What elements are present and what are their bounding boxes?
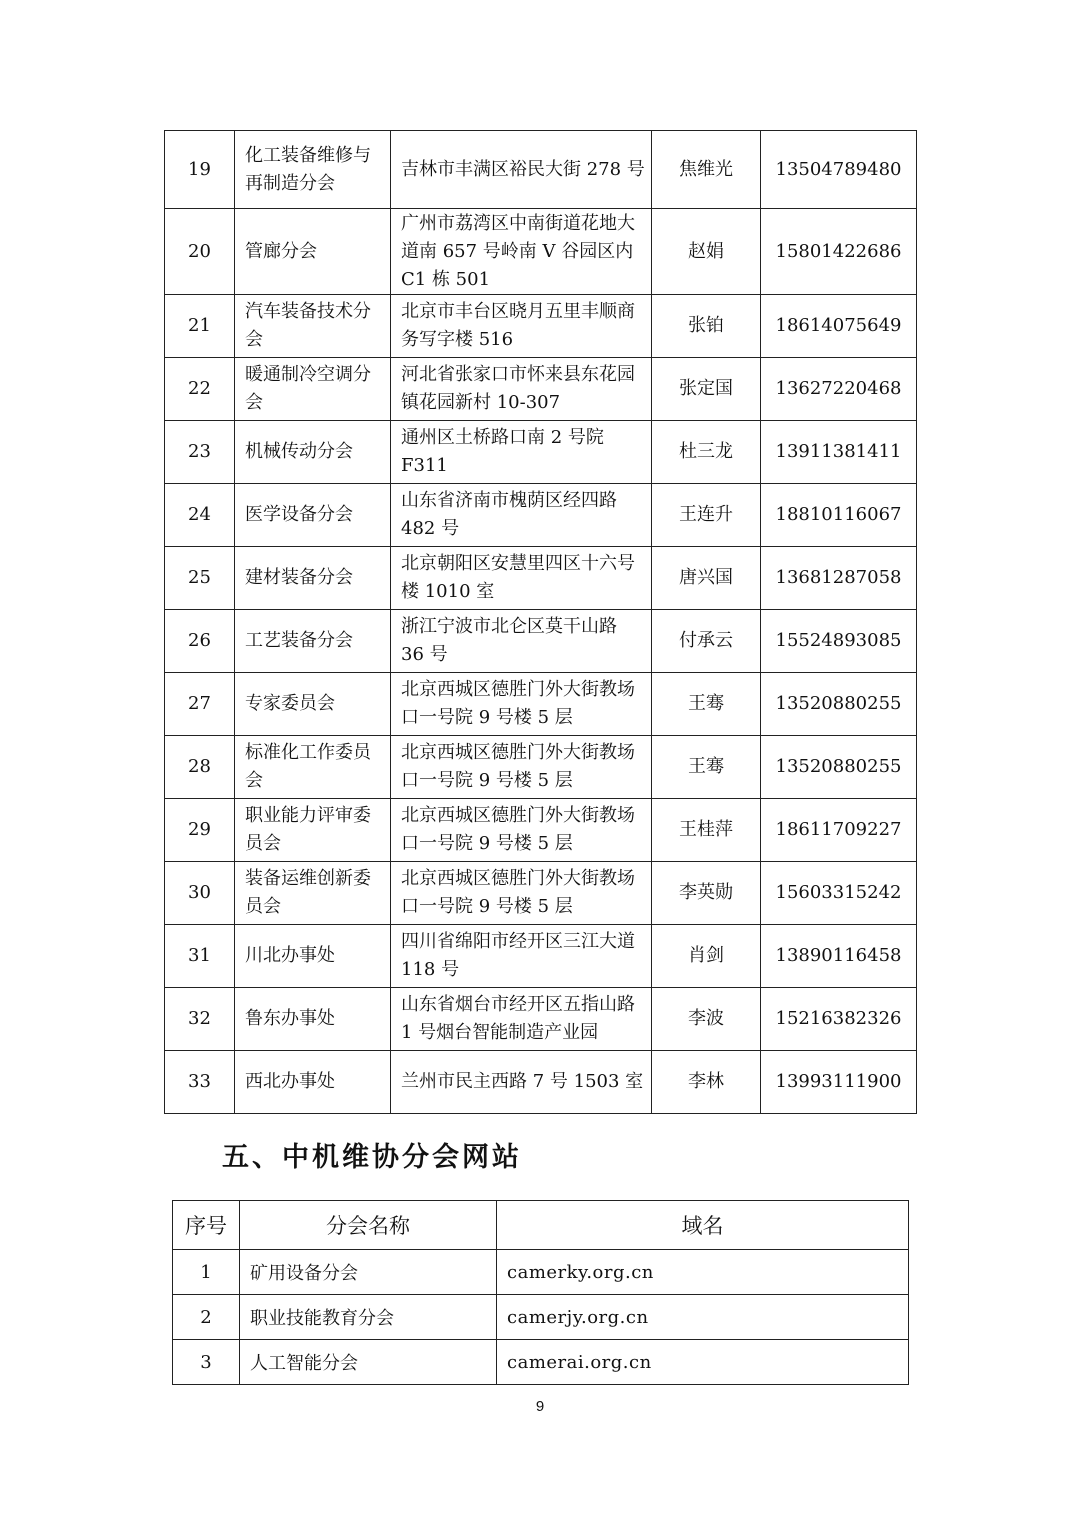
branch-name: 川北办事处 bbox=[235, 925, 391, 988]
contact-person: 李林 bbox=[652, 1051, 761, 1114]
branch-name: 管廊分会 bbox=[235, 209, 391, 295]
table-row bbox=[165, 862, 917, 925]
contact-phone: 13681287058 bbox=[761, 547, 917, 610]
table-row bbox=[165, 484, 917, 547]
branch-name: 职业技能教育分会 bbox=[240, 1295, 497, 1340]
table-row bbox=[173, 1340, 909, 1385]
table-row bbox=[173, 1295, 909, 1340]
header-branch-name: 分会名称 bbox=[240, 1201, 497, 1250]
row-number: 20 bbox=[165, 209, 235, 295]
table-header-row bbox=[173, 1201, 909, 1250]
row-number: 21 bbox=[165, 295, 235, 358]
header-domain: 域名 bbox=[497, 1201, 909, 1250]
websites-table bbox=[172, 1200, 909, 1385]
contact-phone: 13504789480 bbox=[761, 131, 917, 209]
branch-address: 北京西城区德胜门外大街教场口一号院 9 号楼 5 层 bbox=[391, 673, 652, 736]
row-number: 27 bbox=[165, 673, 235, 736]
contact-phone: 15524893085 bbox=[761, 610, 917, 673]
contact-person: 唐兴国 bbox=[652, 547, 761, 610]
contact-person: 王骞 bbox=[652, 673, 761, 736]
branch-name: 机械传动分会 bbox=[235, 421, 391, 484]
domain-name: camerky.org.cn bbox=[497, 1250, 909, 1295]
contact-phone: 13627220468 bbox=[761, 358, 917, 421]
branch-name: 人工智能分会 bbox=[240, 1340, 497, 1385]
table-row bbox=[165, 421, 917, 484]
table-row bbox=[165, 610, 917, 673]
contact-person: 张定国 bbox=[652, 358, 761, 421]
table-row bbox=[165, 295, 917, 358]
row-number: 1 bbox=[173, 1250, 240, 1295]
branch-name: 建材装备分会 bbox=[235, 547, 391, 610]
branch-address: 浙江宁波市北仑区莫干山路 36 号 bbox=[391, 610, 652, 673]
table-row bbox=[165, 209, 917, 295]
row-number: 26 bbox=[165, 610, 235, 673]
branch-name: 专家委员会 bbox=[235, 673, 391, 736]
table-row bbox=[165, 799, 917, 862]
header-number: 序号 bbox=[173, 1201, 240, 1250]
domain-name: camerai.org.cn bbox=[497, 1340, 909, 1385]
contact-person: 王桂萍 bbox=[652, 799, 761, 862]
branch-address: 兰州市民主西路 7 号 1503 室 bbox=[391, 1051, 652, 1114]
branch-name: 装备运维创新委员会 bbox=[235, 862, 391, 925]
contact-phone: 18611709227 bbox=[761, 799, 917, 862]
branch-address: 北京朝阳区安慧里四区十六号楼 1010 室 bbox=[391, 547, 652, 610]
row-number: 3 bbox=[173, 1340, 240, 1385]
branch-name: 职业能力评审委员会 bbox=[235, 799, 391, 862]
branch-name: 暖通制冷空调分会 bbox=[235, 358, 391, 421]
contact-phone: 13520880255 bbox=[761, 736, 917, 799]
contact-person: 王连升 bbox=[652, 484, 761, 547]
contact-phone: 15801422686 bbox=[761, 209, 917, 295]
branch-address: 通州区土桥路口南 2 号院 F311 bbox=[391, 421, 652, 484]
branch-address: 北京市丰台区晓月五里丰顺商务写字楼 516 bbox=[391, 295, 652, 358]
table-row bbox=[165, 673, 917, 736]
contact-person: 焦维光 bbox=[652, 131, 761, 209]
contact-person: 李波 bbox=[652, 988, 761, 1051]
domain-name: camerjy.org.cn bbox=[497, 1295, 909, 1340]
row-number: 33 bbox=[165, 1051, 235, 1114]
branch-name: 化工装备维修与再制造分会 bbox=[235, 131, 391, 209]
row-number: 23 bbox=[165, 421, 235, 484]
contact-person: 肖剑 bbox=[652, 925, 761, 988]
row-number: 25 bbox=[165, 547, 235, 610]
contact-person: 付承云 bbox=[652, 610, 761, 673]
branch-name: 标准化工作委员会 bbox=[235, 736, 391, 799]
branch-name: 西北办事处 bbox=[235, 1051, 391, 1114]
branch-name: 工艺装备分会 bbox=[235, 610, 391, 673]
branch-address: 北京西城区德胜门外大街教场口一号院 9 号楼 5 层 bbox=[391, 799, 652, 862]
row-number: 31 bbox=[165, 925, 235, 988]
branch-name: 医学设备分会 bbox=[235, 484, 391, 547]
table-row bbox=[165, 1051, 917, 1114]
contact-phone: 18810116067 bbox=[761, 484, 917, 547]
table-row bbox=[165, 547, 917, 610]
branch-address: 北京西城区德胜门外大街教场口一号院 9 号楼 5 层 bbox=[391, 736, 652, 799]
row-number: 29 bbox=[165, 799, 235, 862]
page-number: 9 bbox=[535, 1398, 545, 1415]
row-number: 2 bbox=[173, 1295, 240, 1340]
contact-person: 李英勋 bbox=[652, 862, 761, 925]
row-number: 30 bbox=[165, 862, 235, 925]
table-row bbox=[165, 988, 917, 1051]
row-number: 19 bbox=[165, 131, 235, 209]
branch-address: 广州市荔湾区中南街道花地大道南 657 号岭南 V 谷园区内 C1 栋 501 bbox=[391, 209, 652, 295]
table-row bbox=[165, 131, 917, 209]
contact-person: 杜三龙 bbox=[652, 421, 761, 484]
branch-address: 河北省张家口市怀来县东花园镇花园新村 10-307 bbox=[391, 358, 652, 421]
branch-address: 四川省绵阳市经开区三江大道 118 号 bbox=[391, 925, 652, 988]
row-number: 32 bbox=[165, 988, 235, 1051]
contact-phone: 13890116458 bbox=[761, 925, 917, 988]
contacts-table bbox=[164, 130, 917, 1114]
row-number: 22 bbox=[165, 358, 235, 421]
contact-phone: 15216382326 bbox=[761, 988, 917, 1051]
contact-person: 赵娟 bbox=[652, 209, 761, 295]
contact-phone: 13993111900 bbox=[761, 1051, 917, 1114]
contact-phone: 13520880255 bbox=[761, 673, 917, 736]
table-row bbox=[165, 925, 917, 988]
branch-name: 鲁东办事处 bbox=[235, 988, 391, 1051]
table-row bbox=[173, 1250, 909, 1295]
branch-address: 山东省烟台市经开区五指山路 1 号烟台智能制造产业园 bbox=[391, 988, 652, 1051]
contact-person: 王骞 bbox=[652, 736, 761, 799]
branch-address: 山东省济南市槐荫区经四路 482 号 bbox=[391, 484, 652, 547]
contact-phone: 18614075649 bbox=[761, 295, 917, 358]
contact-phone: 15603315242 bbox=[761, 862, 917, 925]
row-number: 24 bbox=[165, 484, 235, 547]
table-row bbox=[165, 358, 917, 421]
row-number: 28 bbox=[165, 736, 235, 799]
contact-person: 张铂 bbox=[652, 295, 761, 358]
branch-address: 北京西城区德胜门外大街教场口一号院 9 号楼 5 层 bbox=[391, 862, 652, 925]
table-row bbox=[165, 736, 917, 799]
contact-phone: 13911381411 bbox=[761, 421, 917, 484]
branch-address: 吉林市丰满区裕民大街 278 号 bbox=[391, 131, 652, 209]
section-heading: 五、中机维协分会网站 bbox=[222, 1142, 522, 1173]
branch-name: 汽车装备技术分会 bbox=[235, 295, 391, 358]
branch-name: 矿用设备分会 bbox=[240, 1250, 497, 1295]
